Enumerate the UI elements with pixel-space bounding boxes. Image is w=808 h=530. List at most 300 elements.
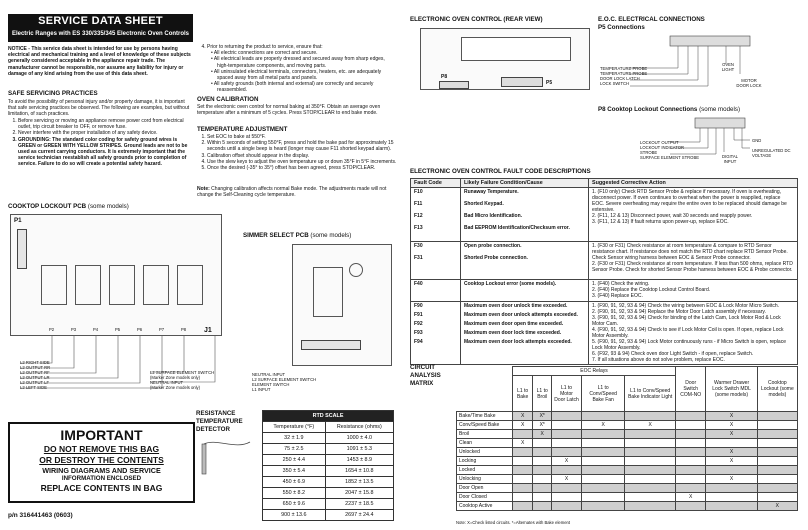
matrix-row-label: Door Closed [457,493,513,502]
wire-label: L2 LEFT SIDE [20,385,47,390]
temp-adj-item: 4. Use the slew keys to adjust the oven temperature up or down 35°F in 5°F increments. [207,159,397,165]
matrix-cell [513,457,533,466]
matrix-cell [552,412,582,421]
circuit-title-line: CIRCUIT [410,364,436,371]
cooktop-pcb-diagram [10,214,222,336]
matrix-cell [552,466,582,475]
p8-models: (some models) [699,106,741,113]
rtd-temp: 900 ± 13.6 [263,510,326,521]
p5-plug [670,36,750,46]
matrix-cell [581,484,625,493]
action: 7. If all situations above do not solve problem, replace EOC. [592,357,725,363]
wire-label: NEUTRAL INPUT [252,372,286,377]
fault-col-action: Suggested Corrective Action [589,179,798,188]
simmer-pcb-title-text: SIMMER SELECT PCB [243,232,309,239]
matrix-cell [757,484,797,493]
matrix-row [457,421,798,430]
matrix-cell [552,448,582,457]
code: F11 [414,201,423,207]
matrix-cell [513,475,533,484]
fault-col-code: Fault Code [411,179,461,188]
rtd-title: RESISTANCE TEMPERATURE DETECTOR [196,410,243,433]
safe-item: 3. GROUNDING: The standard color coding for safety ground wires is GREEN or GREEN WITH YELLOW STRIPES. Ground leads are not to be used as current carrying conductors. It is extremely important that the service technician reestablish all safety grounds prior to completion of service. Failure to do so will create a potential safety hazard. [18,137,193,168]
simmer-pcb-diagram [292,244,392,366]
wire [20,336,162,388]
wire-label: NEUTRAL INPUT [150,380,184,385]
wire-label: L2 OUTPUT LF [20,380,50,385]
matrix-cell [513,493,533,502]
p8-plug [695,118,745,128]
cause: Shorted Probe connection. [464,255,528,261]
matrix-cell [581,502,625,511]
matrix-cell: X [513,439,533,448]
p8-left-labels [640,140,700,160]
matrix-cell [757,466,797,475]
matrix-cell [581,457,625,466]
temp-adj-item: 5. Once the desired (-35° to 35°) offset has been agreed, press STOP/CLEAR. [207,165,397,171]
important-line: OR DESTROY THE CONTENTS [39,455,164,465]
cooktop-wires [10,336,225,396]
matrix-cell: X [706,412,757,421]
pin-p6: P6 [137,327,143,332]
matrix-cell [581,439,625,448]
matrix-cell [625,430,676,439]
code: F91 [414,312,423,318]
action: 2. (F11, 12 & 13) Disconnect power, wait 30 seconds and reapply power. [592,213,753,219]
matrix-cell: X [706,457,757,466]
matrix-row-label: Broil [457,430,513,439]
note-label: Note: [197,186,210,192]
relay [41,265,67,305]
matrix-cell [757,412,797,421]
matrix-cell [513,502,533,511]
rear-view-diagram [420,28,590,90]
temp-adj-title: TEMPERATURE ADJUSTMENT [197,126,288,133]
matrix-cell [706,493,757,502]
cause: Maximum oven door lock time exceeded. [464,330,562,336]
display-panel [461,37,571,61]
matrix-cell [552,439,582,448]
prior-list [197,44,397,94]
rtd-res: 1654 ± 10.8 [325,466,393,477]
notice-text: This service data sheet is intended for use by persons having electrical and mechanical training and a level of knowledge of these subjects generally considered acceptable in the appliance repair trade. The manufacturer cannot be responsible, nor assume any liability for injury or damage of any kind arising from the use of this data sheet. [8,46,191,77]
matrix-col: L1 to Broil [533,376,552,412]
matrix-cell [513,430,533,439]
matrix-cell [552,430,582,439]
matrix-cell: X [706,430,757,439]
wire [150,336,215,382]
matrix-cell: X [581,421,625,430]
rtd-res: 1091 ± 5.3 [325,444,393,455]
fault-codes [411,280,461,302]
prior-bullets [207,50,397,93]
cause: Maximum oven door unlock time exceeded. [464,303,568,309]
matrix-cell [706,502,757,511]
rtd-col-res: Resistance (ohms) [325,422,393,433]
p8-connector [439,81,469,89]
matrix-cell [625,439,676,448]
matrix-cell [533,502,552,511]
matrix-cell [675,412,705,421]
rtd-row [263,499,394,510]
conn-label: DOOR LOCK LATCH [600,76,640,81]
rtd-res: 2047 ± 15.8 [325,488,393,499]
temp-adj-item: 2. Within 5 seconds of setting 550°F, press and hold the bake pad for approximately 15 seconds until a single beep is heard (longer may cause F11 shorted keypad alarm). [207,140,397,152]
matrix-row [457,466,798,475]
action: 3. (F40) Replace EOC. [592,293,643,299]
matrix-cell [757,475,797,484]
wire-label: ELEMENT SWITCH [252,382,290,387]
wire [20,336,52,363]
prior-bullet: • All uninsulated electrical terminals, connectors, heaters, etc. are adequately spaced away from all metal parts and panels. [217,69,397,81]
rtd-res: 1453 ± 8.9 [325,455,393,466]
action: 3. (F90, 91, 92, 93 & 94) Check for binding of the Latch Cam, Lock Motor Rod & Lock Motor Cam. [592,315,781,327]
prior-item-text: Prior to returning the product to service, ensure that: [207,44,323,50]
action: 2. (F30 or F31) Check resistance at room temperature. If less than 500 ohms, replace RTD Sensor Probe. Check for shorted Sensor Probe harness between EOC & Probe connector. [592,261,793,273]
matrix-row-label: Clean [457,439,513,448]
fault-table [410,178,798,365]
temp-adj-list [197,134,397,171]
action: 6. (F92, 93 & 94) Check oven door Light Switch - if open, replace Switch. [592,351,754,357]
action: 1. (F10 only) Check RTD Sensor Probe & replace if necessary. If oven is overheating, disconnect power. If oven continues to overheat when the power is reapplied, replace EOC. Severe overheating may require the entire oven to be replaced should damage be extensive. [592,189,787,213]
notice [8,46,193,77]
wire-label: L2 RIGHT SIDE [20,360,50,365]
fault-col-cause: Likely Failure Condition/Cause [461,179,589,188]
cooktop-pcb-title [8,203,129,211]
matrix-row-label: Cooktop Active [457,502,513,511]
wire-label: L2 SURFACE ELEMENT SWITCH [252,377,317,382]
wire [20,336,118,378]
matrix-cell [625,484,676,493]
action: 2. (F40) Replace the Cooktop Lockout Control Board. [592,287,711,293]
note-text: Changing calibration affects normal Bake mode. The adjustments made will not change the Self-Cleaning cycle temperature. [197,186,387,199]
matrix-cell: X [552,475,582,484]
rtd-row [263,466,394,477]
rtd-temp: 550 ± 8.2 [263,488,326,499]
matrix-cell [581,475,625,484]
cooktop-pcb-title-text: COOKTOP LOCKOUT PCB [8,203,87,210]
wire [150,336,184,372]
dc-voltage-label: UNREGULATED DC VOLTAGE [752,148,791,158]
p8-title-text: P8 Cooktop Lockout Connections [598,106,698,113]
wire-label: L1 INPUT [252,387,271,392]
matrix-cell [513,466,533,475]
pin-p7: P7 [159,327,165,332]
matrix-cell [552,502,582,511]
matrix-row-label: Unlocking [457,475,513,484]
fault-row [411,302,798,365]
important-line: DO NOT REMOVE THIS BAG [43,444,160,454]
circuit-title [410,364,441,388]
action: 5. (F90, 91, 92, 93 & 94) Lock Motor continuously runs - if Micro Switch is open, replace Lock Motor Assembly. [592,339,786,351]
conn-label: SURFACE ELEMENT STROBE [640,155,700,160]
matrix-cell [675,448,705,457]
matrix-cell [552,421,582,430]
rtd-table-title: RTD SCALE [263,411,394,422]
rtd-row [263,455,394,466]
matrix-cell [757,448,797,457]
matrix-cell [581,430,625,439]
conn-label: LOCKOUT INDICATOR STROBE [640,145,684,155]
matrix-cell [706,466,757,475]
action: 1. (F40) Check the wiring. [592,281,650,287]
circuit-matrix [456,366,798,511]
p1-connector [17,229,27,269]
simmer-labels [252,372,322,392]
rtd-res: 2237 ± 18.5 [325,499,393,510]
connector [301,340,361,350]
matrix-cell [675,430,705,439]
matrix-cell [533,448,552,457]
wire-label: (Marker Zone models only) [150,375,201,380]
safe-item: 1. Before servicing or moving an appliance remove power cord from electrical outlet, trip circuit breaker to OFF, or remove fuse. [18,118,193,130]
matrix-cell: X [552,457,582,466]
action: 3. (F11, 12 & 13) If fault returns upon power-up, replace EOC. [592,219,729,225]
code: F94 [414,339,423,345]
wire [20,336,140,383]
matrix-cell: X* [533,421,552,430]
safe-item: 2. Never interfere with the proper installation of any safety device. [18,130,193,136]
matrix-row-label: Bake/Time Bake [457,412,513,421]
important-box [8,422,195,503]
action: 1. (F30 or F31) Check resistance at room temperature & compare to RTD Sensor resistance chart. If resistance does not match the RTD chart replace RTD Sensor Probe. Check Sensor wiring harness between EOC & Sensor Probe connector. [592,243,788,261]
rtd-probe-icon [196,440,256,480]
part-number: p/n 316441463 (0603) [8,512,73,519]
cause: Bad Micro Identification. [464,213,523,219]
matrix-body [457,412,798,511]
matrix-cell: X [513,421,533,430]
rtd-row [263,477,394,488]
temp-adj-item: 1. Set EOC to bake at 550°F. [207,134,397,140]
rtd-table [262,410,394,521]
wire-label: L2 OUTPUT LR [20,375,50,380]
important-line: REPLACE CONTENTS IN BAG [40,483,163,493]
pin-p5: P5 [115,327,121,332]
fault-codes [411,242,461,280]
notice-label: NOTICE - [8,46,30,52]
matrix-cell [533,493,552,502]
title-banner [8,14,193,42]
code: F92 [414,321,423,327]
code: F10 [414,189,423,195]
matrix-cell [757,457,797,466]
matrix-cell [581,448,625,457]
p1-label: P1 [14,217,22,224]
fault-actions [589,302,798,365]
oven-light-label: OVEN LIGHT [721,62,735,72]
matrix-row [457,493,798,502]
conn-label: LOCK SWITCH [600,81,630,86]
capacitor [349,263,363,277]
rtd-res: 1852 ± 13.5 [325,477,393,488]
cause: Cooktop Lockout error (some models). [464,281,557,287]
matrix-cell [533,457,552,466]
matrix-row [457,502,798,511]
cause: Maximum oven door open time exceeded. [464,321,564,327]
fault-row [411,188,798,242]
matrix-cell [675,502,705,511]
code: F40 [414,281,423,287]
cause: Bad EEPROM Identification/Checksum error. [464,225,570,231]
circuit-title-line: MATRIX [410,380,434,387]
action: 1. (F90, 91, 92, 93 & 94) Check the wiring between EOC & Lock Motor Micro Switch. [592,303,780,309]
wire-label: L2 OUTPUT RR [20,365,51,370]
cause: Open probe connection. [464,243,522,249]
simmer-pcb-models: (some models) [310,232,352,239]
matrix-cell [513,484,533,493]
fault-actions [589,242,798,280]
rtd-temp: 650 ± 9.6 [263,499,326,510]
calibration-text: Set the electronic oven control for normal baking at 350°F. Obtain an average oven temperature after a minimum of 5 cycles. Press STOP/CLEAR to end bake mode. [197,104,381,117]
matrix-cell [706,484,757,493]
important-line: WIRING DIAGRAMS AND SERVICE [42,466,161,475]
rtd-temp: 75 ± 2.5 [263,444,326,455]
rtd-row [263,510,394,521]
matrix-cell [757,421,797,430]
fault-codes [411,188,461,242]
temp-adj-item: 3. Calibration offset should appear in the display. [207,153,397,159]
matrix-cell [675,466,705,475]
matrix-row [457,439,798,448]
calibration-title: OVEN CALIBRATION [197,96,259,103]
code: F13 [414,225,423,231]
matrix-cell [675,439,705,448]
fault-actions [589,188,798,242]
matrix-col: Warmer Drawer Lock Switch MDL (some models) [706,367,757,412]
matrix-cell [513,448,533,457]
matrix-row-label: Locked [457,466,513,475]
cause: Maximum oven door unlock attempts exceeded. [464,312,578,318]
matrix-cell [581,466,625,475]
rear-p8: P8 [441,74,448,80]
matrix-col: L1 to Conv/Speed Bake Fan [581,376,625,412]
matrix-cell [625,466,676,475]
digital-input-label: DIGITAL INPUT [722,154,738,164]
matrix-row [457,457,798,466]
matrix-col: Cooktop Lockout (some models) [757,367,797,412]
matrix-cell: X [675,493,705,502]
prior-item [207,44,397,94]
relay [143,265,169,305]
matrix-cell [625,412,676,421]
matrix-cell: X [757,502,797,511]
wire [630,46,678,68]
cause: Shorted Keypad. [464,201,504,207]
code: F30 [414,243,423,249]
matrix-row [457,475,798,484]
matrix-cell [757,430,797,439]
fault-causes [461,188,589,242]
fault-title: ELECTRONIC OVEN CONTROL FAULT CODE DESCRIPTIONS [410,168,591,175]
matrix-row-label: Door Open [457,484,513,493]
fault-codes [411,302,461,365]
code: F93 [414,330,423,336]
matrix-cell [675,475,705,484]
matrix-cell [552,493,582,502]
wire-label: L2 SURFACE ELEMENT SWITCH [150,370,215,375]
matrix-cell [533,475,552,484]
cooktop-pcb-models: (some models) [87,203,129,210]
matrix-cell [675,484,705,493]
prior-bullet: • All electrical leads are properly dressed and secured away from sharp edges, high-temperature components, and moving parts. [217,56,397,68]
relay [313,267,343,317]
code: F12 [414,213,423,219]
eoc-title: E.O.C. ELECTRICAL CONNECTIONS [598,16,705,23]
page-subtitle: Electric Ranges with ES 330/335/345 Electronic Oven Controls [11,31,190,37]
important-title: IMPORTANT [60,427,143,443]
code: F90 [414,303,423,309]
matrix-col: L1 to Bake [513,376,533,412]
rtd-row [263,444,394,455]
fault-row [411,280,798,302]
matrix-cell: X [533,430,552,439]
wire-label: (Marker Zone models only) [150,385,201,390]
matrix-row [457,448,798,457]
rear-p5: P5 [546,80,553,86]
relay [109,265,135,305]
cause: Maximum oven door lock attempts exceeded. [464,339,572,345]
prior-bullet: • All safety grounds (both internal and external) are correctly and securely reassembled. [217,81,397,93]
cause: Runaway Temperature. [464,189,519,195]
motor-door-lock-label: MOTOR DOOR LOCK [736,78,762,88]
p5-connector [501,77,543,87]
pin-p3: P3 [71,327,77,332]
pin-p2: P2 [49,327,55,332]
pin-p4: P4 [93,327,99,332]
conn-label: LOCKOUT OUTPUT [640,140,679,145]
matrix-cell: X [706,448,757,457]
wire [20,336,96,373]
safe-list [8,118,193,168]
circuit-title-line: ANALYSIS [410,372,441,379]
matrix-cell [533,439,552,448]
important-line: INFORMATION ENCLOSED [61,475,142,482]
matrix-col: L1 to Conv/Speed Bake Indicator Light [625,376,676,412]
matrix-row [457,484,798,493]
matrix-cell [625,448,676,457]
conn-label: TEMPERATURE PROBE [600,66,648,71]
prior-bullet: • All electric connections are correct and secure. [217,50,397,56]
relay [177,265,203,305]
action: 4. (F90, 91, 92, 93 & 94) Check to see if Lock Motor Coil is open. If open, replace Lock Motor Assembly. [592,327,784,339]
p5-labels [600,66,660,86]
j1-label: J1 [204,327,212,334]
matrix-cell [533,484,552,493]
rtd-res: 1000 ± 4.0 [325,433,393,444]
wire-label: L2 OUTPUT RF [20,370,50,375]
p8-title [598,106,740,114]
matrix-row-label: Conv/Speed Bake [457,421,513,430]
matrix-cell [757,493,797,502]
rtd-col-temp: Temperature (°F) [263,422,326,433]
relay [75,265,101,305]
matrix-row-label: Unlocked [457,448,513,457]
matrix-cell [625,475,676,484]
rtd-row [263,433,394,444]
rtd-temp: 450 ± 6.9 [263,477,326,488]
fault-causes [461,302,589,365]
matrix-cell [706,439,757,448]
temp-adj-note [197,186,397,198]
gnd-label: GND [752,138,762,143]
matrix-note: Note: X=Check listed circuits. *=Alternates with Bake element [456,520,571,525]
pin-p8: P8 [181,327,187,332]
matrix-row [457,412,798,421]
matrix-col: Door Switch COM-NO [675,367,705,412]
matrix-cell: X [706,421,757,430]
wire [742,128,750,148]
fault-causes [461,280,589,302]
